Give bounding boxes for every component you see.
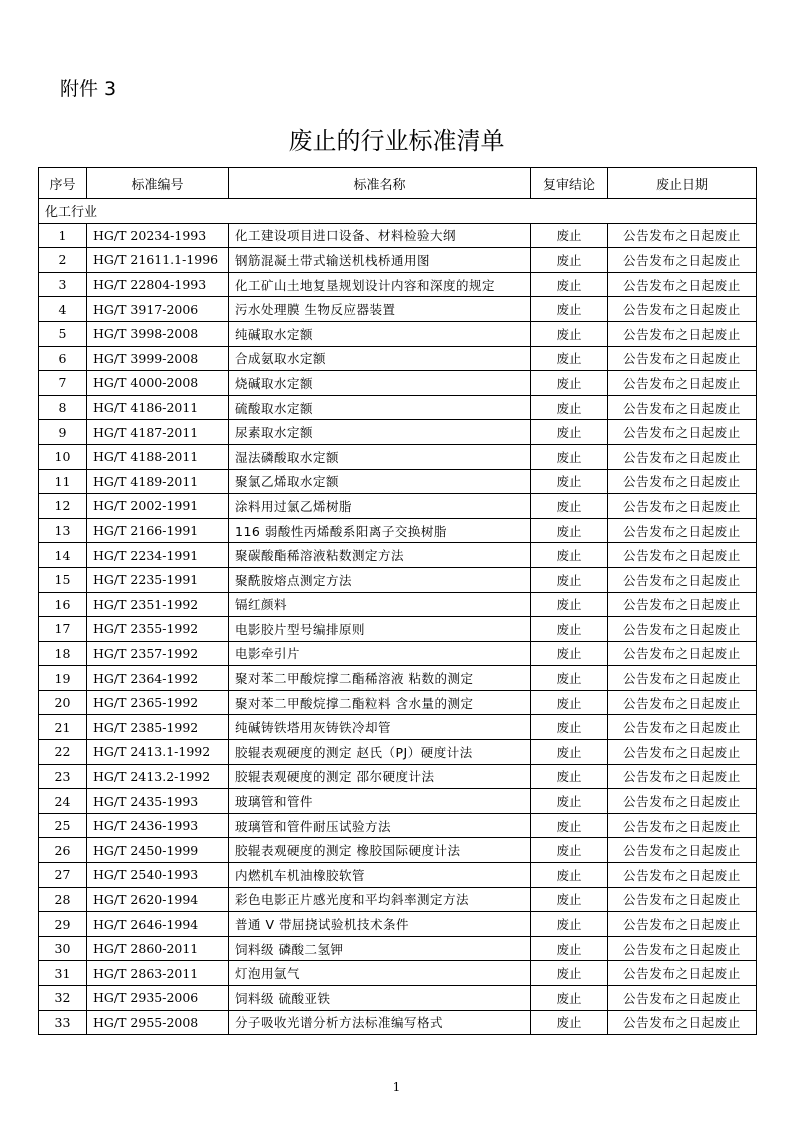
cell-name: 玻璃管和管件 <box>229 789 531 814</box>
table-row <box>39 469 757 494</box>
table-row <box>39 592 757 617</box>
cell-date: 公告发布之日起废止 <box>608 690 757 715</box>
cell-code: HG/T 4000-2008 <box>87 371 229 396</box>
cell-code: HG/T 2935-2006 <box>87 986 229 1011</box>
cell-name: 钢筋混凝土带式输送机栈桥通用图 <box>229 248 531 273</box>
cell-name: 涂料用过氯乙烯树脂 <box>229 494 531 519</box>
cell-no: 19 <box>39 666 87 691</box>
cell-no: 29 <box>39 912 87 937</box>
cell-name: 污水处理膜 生物反应器装置 <box>229 297 531 322</box>
cell-name: 胶辊表观硬度的测定 赵氏（PJ）硬度计法 <box>229 740 531 765</box>
table-row <box>39 666 757 691</box>
cell-code: HG/T 4187-2011 <box>87 420 229 445</box>
cell-code: HG/T 4188-2011 <box>87 444 229 469</box>
cell-conclusion: 废止 <box>531 543 608 568</box>
cell-conclusion: 废止 <box>531 961 608 986</box>
cell-name: 合成氨取水定额 <box>229 346 531 371</box>
cell-conclusion: 废止 <box>531 789 608 814</box>
cell-date: 公告发布之日起废止 <box>608 961 757 986</box>
cell-name: 胶辊表观硬度的测定 邵尔硬度计法 <box>229 764 531 789</box>
cell-no: 10 <box>39 444 87 469</box>
cell-name: 分子吸收光谱分析方法标准编写格式 <box>229 1010 531 1035</box>
cell-code: HG/T 3917-2006 <box>87 297 229 322</box>
cell-date: 公告发布之日起废止 <box>608 346 757 371</box>
cell-date: 公告发布之日起废止 <box>608 469 757 494</box>
cell-date: 公告发布之日起废止 <box>608 371 757 396</box>
cell-no: 21 <box>39 715 87 740</box>
cell-conclusion: 废止 <box>531 444 608 469</box>
cell-code: HG/T 2955-2008 <box>87 1010 229 1035</box>
header-code: 标准编号 <box>87 168 229 199</box>
cell-name: 玻璃管和管件耐压试验方法 <box>229 813 531 838</box>
cell-no: 3 <box>39 272 87 297</box>
table-row <box>39 789 757 814</box>
category-row <box>39 199 757 224</box>
cell-conclusion: 废止 <box>531 395 608 420</box>
cell-no: 26 <box>39 838 87 863</box>
cell-name: 纯碱铸铁塔用灰铸铁冷却管 <box>229 715 531 740</box>
cell-conclusion: 废止 <box>531 617 608 642</box>
cell-date: 公告发布之日起废止 <box>608 936 757 961</box>
table-row <box>39 272 757 297</box>
attachment-label: 附件 3 <box>60 78 117 100</box>
cell-no: 14 <box>39 543 87 568</box>
table-row <box>39 494 757 519</box>
cell-no: 30 <box>39 936 87 961</box>
cell-date: 公告发布之日起废止 <box>608 617 757 642</box>
cell-name: 普通 V 带屈挠试验机技术条件 <box>229 912 531 937</box>
cell-date: 公告发布之日起废止 <box>608 715 757 740</box>
cell-conclusion: 废止 <box>531 371 608 396</box>
cell-no: 5 <box>39 321 87 346</box>
cell-name: 聚对苯二甲酸烷撑二酯粒料 含水量的测定 <box>229 690 531 715</box>
cell-conclusion: 废止 <box>531 469 608 494</box>
cell-name: 饲料级 硫酸亚铁 <box>229 986 531 1011</box>
cell-no: 31 <box>39 961 87 986</box>
cell-conclusion: 废止 <box>531 740 608 765</box>
table-row <box>39 912 757 937</box>
cell-date: 公告发布之日起废止 <box>608 912 757 937</box>
cell-conclusion: 废止 <box>531 346 608 371</box>
cell-date: 公告发布之日起废止 <box>608 248 757 273</box>
cell-code: HG/T 2413.1-1992 <box>87 740 229 765</box>
cell-conclusion: 废止 <box>531 518 608 543</box>
cell-conclusion: 废止 <box>531 248 608 273</box>
cell-code: HG/T 2863-2011 <box>87 961 229 986</box>
cell-name: 电影牵引片 <box>229 641 531 666</box>
cell-no: 15 <box>39 567 87 592</box>
cell-code: HG/T 2365-1992 <box>87 690 229 715</box>
cell-name: 灯泡用氩气 <box>229 961 531 986</box>
cell-no: 16 <box>39 592 87 617</box>
table-row <box>39 986 757 1011</box>
page-number: 1 <box>392 1080 401 1094</box>
cell-no: 4 <box>39 297 87 322</box>
cell-no: 1 <box>39 223 87 248</box>
cell-code: HG/T 2166-1991 <box>87 518 229 543</box>
cell-conclusion: 废止 <box>531 420 608 445</box>
cell-code: HG/T 2002-1991 <box>87 494 229 519</box>
standards-table <box>38 167 757 1035</box>
cell-conclusion: 废止 <box>531 592 608 617</box>
cell-conclusion: 废止 <box>531 272 608 297</box>
cell-date: 公告发布之日起废止 <box>608 789 757 814</box>
cell-code: HG/T 2413.2-1992 <box>87 764 229 789</box>
cell-conclusion: 废止 <box>531 297 608 322</box>
cell-name: 胶辊表观硬度的测定 橡胶国际硬度计法 <box>229 838 531 863</box>
table-row <box>39 223 757 248</box>
cell-name: 镉红颜料 <box>229 592 531 617</box>
table-body <box>39 199 757 1035</box>
table-row <box>39 297 757 322</box>
cell-code: HG/T 2436-1993 <box>87 813 229 838</box>
cell-name: 内燃机车机油橡胶软管 <box>229 863 531 888</box>
cell-date: 公告发布之日起废止 <box>608 1010 757 1035</box>
table-row <box>39 346 757 371</box>
cell-conclusion: 废止 <box>531 887 608 912</box>
cell-conclusion: 废止 <box>531 715 608 740</box>
cell-date: 公告发布之日起废止 <box>608 297 757 322</box>
header-conclusion: 复审结论 <box>531 168 608 199</box>
cell-date: 公告发布之日起废止 <box>608 764 757 789</box>
table-row <box>39 1010 757 1035</box>
category-label: 化工行业 <box>39 199 757 224</box>
cell-conclusion: 废止 <box>531 813 608 838</box>
cell-no: 24 <box>39 789 87 814</box>
table-row <box>39 715 757 740</box>
cell-no: 28 <box>39 887 87 912</box>
cell-conclusion: 废止 <box>531 690 608 715</box>
header-name: 标准名称 <box>229 168 531 199</box>
cell-date: 公告发布之日起废止 <box>608 420 757 445</box>
cell-conclusion: 废止 <box>531 764 608 789</box>
cell-date: 公告发布之日起废止 <box>608 863 757 888</box>
cell-date: 公告发布之日起废止 <box>608 518 757 543</box>
cell-date: 公告发布之日起废止 <box>608 543 757 568</box>
cell-date: 公告发布之日起废止 <box>608 986 757 1011</box>
cell-date: 公告发布之日起废止 <box>608 666 757 691</box>
cell-code: HG/T 2355-1992 <box>87 617 229 642</box>
cell-conclusion: 废止 <box>531 912 608 937</box>
page-title: 废止的行业标准清单 <box>288 127 505 155</box>
table-row <box>39 321 757 346</box>
table-row <box>39 371 757 396</box>
cell-name: 烧碱取水定额 <box>229 371 531 396</box>
cell-conclusion: 废止 <box>531 494 608 519</box>
cell-name: 聚氯乙烯取水定额 <box>229 469 531 494</box>
cell-no: 22 <box>39 740 87 765</box>
cell-code: HG/T 20234-1993 <box>87 223 229 248</box>
cell-no: 20 <box>39 690 87 715</box>
cell-name: 电影胶片型号编排原则 <box>229 617 531 642</box>
table-row <box>39 813 757 838</box>
table-row <box>39 690 757 715</box>
cell-name: 尿素取水定额 <box>229 420 531 445</box>
cell-name: 湿法磷酸取水定额 <box>229 444 531 469</box>
table-row <box>39 961 757 986</box>
cell-no: 13 <box>39 518 87 543</box>
cell-code: HG/T 2234-1991 <box>87 543 229 568</box>
cell-conclusion: 废止 <box>531 1010 608 1035</box>
table-row <box>39 395 757 420</box>
cell-date: 公告发布之日起废止 <box>608 223 757 248</box>
table-row <box>39 567 757 592</box>
table-row <box>39 863 757 888</box>
cell-code: HG/T 2364-1992 <box>87 666 229 691</box>
cell-no: 25 <box>39 813 87 838</box>
cell-conclusion: 废止 <box>531 838 608 863</box>
cell-name: 聚酰胺熔点测定方法 <box>229 567 531 592</box>
cell-no: 11 <box>39 469 87 494</box>
cell-no: 2 <box>39 248 87 273</box>
cell-code: HG/T 2235-1991 <box>87 567 229 592</box>
cell-conclusion: 废止 <box>531 223 608 248</box>
cell-no: 17 <box>39 617 87 642</box>
cell-no: 8 <box>39 395 87 420</box>
cell-conclusion: 废止 <box>531 666 608 691</box>
cell-name: 饲料级 磷酸二氢钾 <box>229 936 531 961</box>
cell-code: HG/T 3998-2008 <box>87 321 229 346</box>
table-row <box>39 838 757 863</box>
cell-code: HG/T 2860-2011 <box>87 936 229 961</box>
table-row <box>39 444 757 469</box>
cell-code: HG/T 2450-1999 <box>87 838 229 863</box>
cell-date: 公告发布之日起废止 <box>608 740 757 765</box>
cell-name: 纯碱取水定额 <box>229 321 531 346</box>
header-no: 序号 <box>39 168 87 199</box>
cell-code: HG/T 4189-2011 <box>87 469 229 494</box>
cell-date: 公告发布之日起废止 <box>608 494 757 519</box>
cell-date: 公告发布之日起废止 <box>608 272 757 297</box>
table-row <box>39 936 757 961</box>
cell-code: HG/T 2357-1992 <box>87 641 229 666</box>
table-row <box>39 887 757 912</box>
cell-no: 9 <box>39 420 87 445</box>
cell-name: 聚对苯二甲酸烷撑二酯稀溶液 粘数的测定 <box>229 666 531 691</box>
cell-name: 彩色电影正片感光度和平均斜率测定方法 <box>229 887 531 912</box>
cell-conclusion: 废止 <box>531 641 608 666</box>
cell-no: 32 <box>39 986 87 1011</box>
table-row <box>39 764 757 789</box>
cell-code: HG/T 3999-2008 <box>87 346 229 371</box>
cell-date: 公告发布之日起废止 <box>608 887 757 912</box>
cell-date: 公告发布之日起废止 <box>608 444 757 469</box>
cell-date: 公告发布之日起废止 <box>608 395 757 420</box>
cell-no: 7 <box>39 371 87 396</box>
cell-no: 23 <box>39 764 87 789</box>
table-row <box>39 543 757 568</box>
table-row <box>39 420 757 445</box>
cell-name: 化工矿山土地复垦规划设计内容和深度的规定 <box>229 272 531 297</box>
table-header-row <box>39 168 757 199</box>
table-row <box>39 740 757 765</box>
cell-name: 化工建设项目进口设备、材料检验大纲 <box>229 223 531 248</box>
cell-name: 116 弱酸性丙烯酸系阳离子交换树脂 <box>229 518 531 543</box>
cell-date: 公告发布之日起废止 <box>608 813 757 838</box>
cell-code: HG/T 21611.1-1996 <box>87 248 229 273</box>
cell-no: 33 <box>39 1010 87 1035</box>
cell-name: 硫酸取水定额 <box>229 395 531 420</box>
table-row <box>39 518 757 543</box>
cell-no: 6 <box>39 346 87 371</box>
header-date: 废止日期 <box>608 168 757 199</box>
cell-code: HG/T 2435-1993 <box>87 789 229 814</box>
cell-code: HG/T 2646-1994 <box>87 912 229 937</box>
cell-name: 聚碳酸酯稀溶液粘数测定方法 <box>229 543 531 568</box>
cell-conclusion: 废止 <box>531 863 608 888</box>
cell-date: 公告发布之日起废止 <box>608 592 757 617</box>
cell-code: HG/T 2540-1993 <box>87 863 229 888</box>
table-row <box>39 641 757 666</box>
cell-code: HG/T 2351-1992 <box>87 592 229 617</box>
cell-conclusion: 废止 <box>531 321 608 346</box>
cell-code: HG/T 22804-1993 <box>87 272 229 297</box>
cell-date: 公告发布之日起废止 <box>608 321 757 346</box>
cell-conclusion: 废止 <box>531 936 608 961</box>
cell-code: HG/T 2385-1992 <box>87 715 229 740</box>
cell-conclusion: 废止 <box>531 567 608 592</box>
cell-code: HG/T 2620-1994 <box>87 887 229 912</box>
cell-no: 18 <box>39 641 87 666</box>
cell-date: 公告发布之日起废止 <box>608 838 757 863</box>
cell-date: 公告发布之日起废止 <box>608 567 757 592</box>
cell-no: 12 <box>39 494 87 519</box>
table-row <box>39 248 757 273</box>
cell-conclusion: 废止 <box>531 986 608 1011</box>
table-row <box>39 617 757 642</box>
cell-code: HG/T 4186-2011 <box>87 395 229 420</box>
cell-no: 27 <box>39 863 87 888</box>
cell-date: 公告发布之日起废止 <box>608 641 757 666</box>
